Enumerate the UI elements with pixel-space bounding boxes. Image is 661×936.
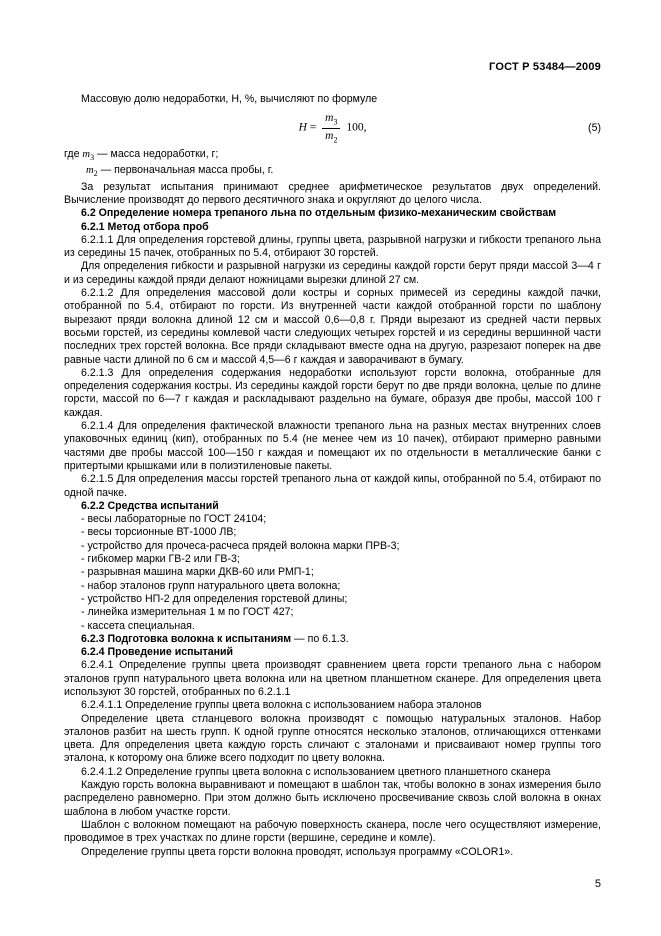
paragraph: Массовую долю недоработки, Н, %, вычисляют по формуле (81, 93, 378, 105)
paragraph: Шаблон с волокном помещают на рабочую поверхность сканера, после чего осуществляют измерение, проводимое в трех участках по длине горсти (вершине, середине и комле). (64, 818, 601, 845)
paragraph: 6.2.1.2 Для определения массовой доли костры и сорных примесей из середины каждой пачки, отобранной по 5.4, отбирают по горсти. Из внутренней части каждой отобранной горсти по шаблону вырезают пряди волокна длиной 12 см и массой 0,6—0,8 г. Пряди вырезают из средней части первых восьми горстей, из середины комлевой части следующих четырех горстей и из середины вершинной части последних трех горстей волокна. Все пряди складывают вместе одна на другую, разрезают поперек на две равные части длиной по 6 см и массой 4,5—6 г каждая и заворачивают в бумагу. (64, 287, 601, 366)
variable: $m_2$ (325, 129, 338, 144)
list-item: - устройство НП-2 для определения горстевой длины; (81, 592, 348, 605)
clause-heading: 6.2.4 Проведение испытаний (81, 646, 234, 659)
variable: $m_2$ (86, 165, 98, 179)
list-item: - весы торсионные ВТ-1000 ЛВ; (81, 526, 237, 539)
paragraph: 6.2.4.1 Определение группы цвета производят сравнением цвета горсти трепаного льна с набором эталонов групп натурального цвета волокна или на цветном планшетном сканере. Для определения цвета используют 30 горстей, отобранных по 6.2.1.1 (64, 659, 601, 698)
paragraph: 6.2.4.1.2 Определение группы цвета волокна с использованием цветного планшетного сканера (81, 765, 551, 778)
clause-heading: 6.2 Определение номера трепаного льна по отдельным физико-механическим свойствам (81, 207, 557, 220)
variable: $m_3$ (82, 148, 95, 162)
variable: H (298, 121, 307, 134)
document-code-header: ГОСТ Р 53484—2009 (489, 61, 601, 73)
paragraph: 6.2.1.1 Для определения горстевой длины, группы цвета, разрывной нагрузки и гибкости трепаного льна из середины 15 пачек, отобранных по 5.4, отбирают 30 горстей. (64, 233, 601, 260)
equation-number: (5) (588, 122, 601, 135)
paragraph: 6.2.1.4 Для определения фактической влажности трепаного льна на разных местах внутренних слоев упаковочных единиц (кип), отобранных по 5.4 (не менее чем из 10 пачек), отбирают примерно равными частями две пробы массой 100—150 г каждая и помещают их по отдельности в металлические банки с притертыми крышками или в полиэтиленовые пакеты. (64, 420, 601, 472)
list-item: - устройство для прочеса-расчеса прядей волокна марки ПРВ-3; (81, 539, 400, 552)
definition-line: $m_2$ — первоначальная масса пробы, г. (86, 164, 274, 179)
fraction-denominator (322, 129, 340, 144)
paragraph: Каждую горсть волокна выравнивают и помещают в шаблон так, чтобы волокно в зонах измерения было распределено равномерно. При этом должно быть исключено просвечивание сквозь слой волокна в окнах шаблона в любом участке горсти. (64, 779, 601, 818)
document-body (64, 93, 601, 859)
paragraph: Определение группы цвета горсти волокна проводят, используя программу «COLOR1». (81, 845, 514, 858)
page-number: 5 (594, 878, 601, 890)
list-item: - гибкомер марки ГВ-2 или ГВ-3; (81, 553, 240, 566)
paragraph: Для определения гибкости и разрывной нагрузки из середины каждой горсти берут пряди массой 3—4 г и из середины каждой пряди делают ножницами вырезки длиной 27 см. (64, 260, 601, 286)
paragraph: Определение цвета стланцевого волокна производят с помощью натуральных эталонов. Набор эталонов разбит на шесть групп. К одной группе относятся несколько эталонов, отличающихся оттенками цвета. Для определения цвета каждую горсть сличают с эталонами и присваивают номер группы того эталона, к которому она ближе всего подходит по цвету волокна. (64, 712, 601, 765)
list-item: - набор эталонов групп натурального цвета волокна; (81, 579, 341, 592)
paragraph: За результат испытания принимают среднее арифметическое результатов двух определений. Вычисление производят до первого десятичного знака и округляют до целого числа. (64, 180, 601, 206)
paragraph: 6.2.4.1.1 Определение группы цвета волокна с использованием набора эталонов (81, 699, 482, 712)
definition-line: где $m_3$ — масса недоработки, г; (64, 147, 219, 162)
fraction (322, 112, 340, 144)
paragraph: 6.2.1.5 Для определения массы горстей трепаного льна от каждой кипы, отобранной по 5.4, отбирают по одной пачке. (64, 473, 601, 499)
clause-heading: 6.2.2 Средства испытаний (81, 499, 219, 512)
list-item: - разрывная машина марки ДКВ-60 или РМП-1; (81, 566, 314, 579)
list-item: - весы лабораторные по ГОСТ 24104; (81, 513, 267, 526)
clause-heading-bold: 6.2.3 Подготовка волокна к испытаниям (81, 632, 292, 645)
list-item: - линейка измерительная 1 м по ГОСТ 427; (81, 606, 294, 619)
list-item: - кассета специальная. (81, 619, 195, 632)
fraction-numerator (322, 112, 340, 128)
formula-expression: H = $\frac{m_3}{m_2}$ 100, (298, 112, 367, 144)
clause-heading: 6.2.1 Метод отбора проб (81, 220, 209, 233)
variable: $m_3$ (325, 112, 338, 127)
clause-heading: 6.2.3 Подготовка волокна к испытаниям — по 6.1.3. (81, 632, 349, 645)
paragraph: 6.2.1.3 Для определения содержания недоработки используют горсти волокна, отобранные для определения содержания костры. Из середины каждой горсти берут по две пряди волокна, целые по длине горсти, массой по 6—7 г каждая и раскладывают раздельно на бумаге, образуя две пробы, массой 100 г каждая. (64, 366, 601, 419)
formula (64, 112, 601, 144)
